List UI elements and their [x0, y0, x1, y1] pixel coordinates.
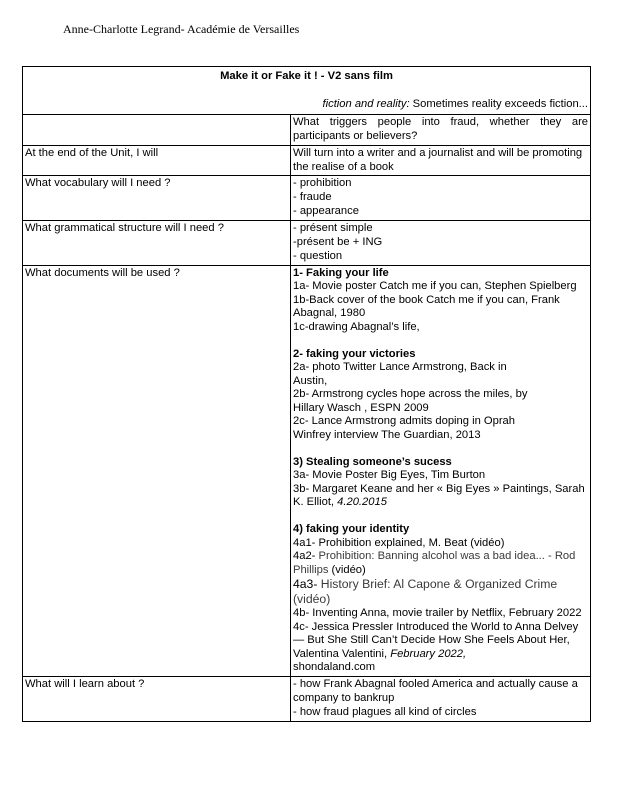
document-date: February 2022, [390, 647, 467, 660]
document-item: 1b-Back cover of the book Catch me if you can, Frank Abagnal, 1980 [293, 293, 560, 320]
grammar-item: - question [293, 249, 343, 262]
author-header: Anne-Charlotte Legrand- Académie de Versailles [63, 22, 300, 36]
vocabulary-list [291, 176, 591, 221]
learn-list [291, 676, 591, 721]
end-unit-row [23, 145, 591, 176]
document-item [293, 550, 588, 577]
document-code: 4a2- [293, 550, 316, 563]
documents-list [291, 265, 591, 676]
grammar-label: What grammatical structure will I need ? [23, 221, 291, 266]
vocabulary-item: - appearance [293, 205, 359, 218]
learn-item: - how fraud plagues all kind of circles [293, 705, 477, 718]
document-item [293, 577, 588, 592]
document-item: 4b- Inventing Anna, movie trailer by Netflix, February 2022 [293, 607, 582, 620]
document-item: 1c-drawing Abagnal’s life, [293, 320, 420, 333]
grammar-row [23, 221, 591, 266]
title-cell [23, 67, 591, 115]
empty-cell [23, 114, 291, 145]
title-row [23, 67, 591, 115]
unit-title: Make it or Fake it ! - V2 sans film [220, 70, 393, 82]
documents-row [23, 265, 591, 676]
end-unit-value: Will turn into a writer and a journalist and will be promoting the realise of a book [291, 145, 591, 176]
document-source: shondaland.com [293, 661, 376, 674]
document-item: Austin, [293, 374, 328, 387]
document-item [293, 483, 588, 510]
learn-item: - how Frank Abagnal fooled America and actually cause a company to bankrup [293, 677, 578, 704]
grammar-item: -présent be + ING [293, 236, 383, 249]
grammar-item: - présent simple [293, 222, 373, 235]
subtitle-theme: fiction and reality: [322, 97, 410, 110]
vocabulary-item: - fraude [293, 191, 332, 204]
video-link[interactable]: History Brief: Al Capone & Organized Crime [317, 577, 558, 592]
section-title: 4) faking your identity [293, 523, 410, 536]
document-date: 4.20.2015 [337, 496, 387, 509]
document-item: 3a- Movie Poster Big Eyes, Tim Burton [293, 469, 486, 482]
document-code: 4a3- [293, 577, 318, 592]
learn-label: What will I learn about ? [23, 676, 291, 721]
section-title: 3) Stealing someone’s sucess [293, 455, 452, 468]
document-text: 3b- Margaret Keane and her « Big Eyes » Paintings, Sarah K. Elliot, [293, 482, 585, 509]
unit-subtitle [25, 98, 588, 112]
end-unit-label: At the end of the Unit, I will [23, 145, 291, 176]
learn-row [23, 676, 591, 721]
document-text: 4c- Jessica Pressler Introduced the World to Anna Delvey — But She Still Can’t Decide How She Feels About Her, Valentina Valentini, [293, 620, 579, 660]
document-item [293, 621, 588, 662]
document-type: (vidéo) [293, 592, 331, 607]
document-type: (vidéo) [328, 563, 366, 576]
section-title: 2- faking your victories [293, 347, 416, 360]
document-item: Hillary Wasch , ESPN 2009 [293, 401, 429, 414]
unit-plan-table [22, 66, 591, 722]
document-item: 2c- Lance Armstrong admits doping in Oprah [293, 415, 516, 428]
vocabulary-label: What vocabulary will I need ? [23, 176, 291, 221]
documents-label: What documents will be used ? [23, 265, 291, 676]
question-row [23, 114, 591, 145]
subtitle-text: Sometimes reality exceeds fiction... [409, 97, 589, 110]
problematic-question: What triggers people into fraud, whether they are participants or believers? [291, 114, 591, 145]
document-item: 2b- Armstrong cycles hope across the miles, by [293, 388, 528, 401]
document-item: 2a- photo Twitter Lance Armstrong, Back in [293, 361, 507, 374]
section-title: 1- Faking your life [293, 266, 389, 279]
grammar-list [291, 221, 591, 266]
document-item: 4a1- Prohibition explained, M. Beat (vidéo) [293, 536, 505, 549]
video-link[interactable]: Prohibition: Banning alcohol was a bad idea... - Rod Phillips [293, 550, 576, 576]
document-item: Winfrey interview The Guardian, 2013 [293, 428, 481, 441]
document-item: 1a- Movie poster Catch me if you can, Stephen Spielberg [293, 280, 577, 293]
vocabulary-item: - prohibition [293, 177, 352, 190]
vocabulary-row [23, 176, 591, 221]
